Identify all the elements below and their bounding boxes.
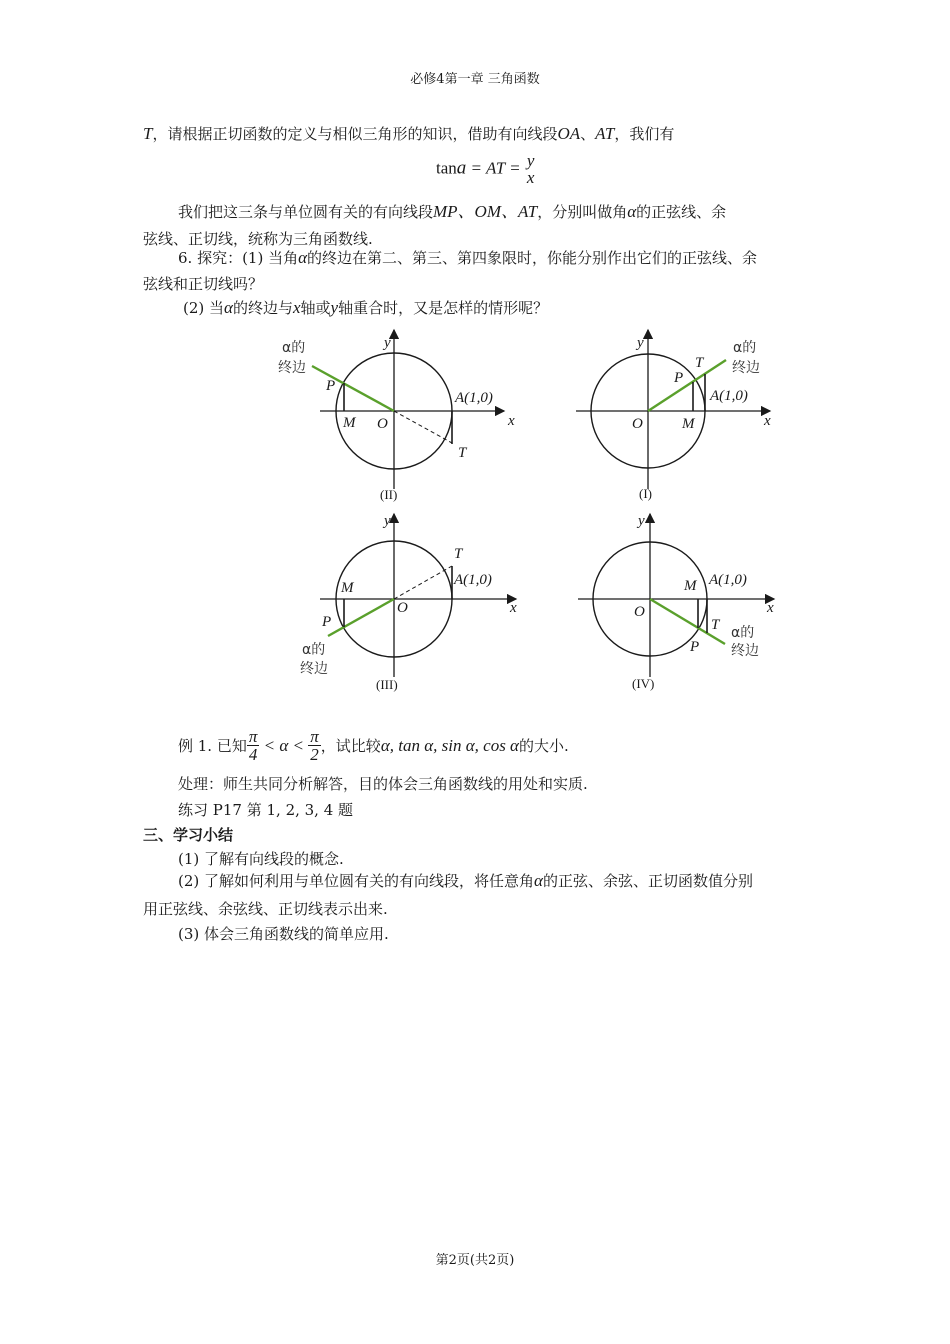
line7-x: x <box>292 298 301 317</box>
terminal-label-1: α的 <box>733 340 757 356</box>
label-o: O <box>632 416 643 432</box>
figure-quadrant-iii <box>300 513 517 692</box>
label-o: O <box>634 604 645 620</box>
point-t: T <box>143 124 153 143</box>
label-x: x <box>510 600 517 616</box>
label-m: M <box>684 578 697 594</box>
segment-at: AT <box>595 124 615 143</box>
caption-ii: (II) <box>380 487 398 502</box>
line7-text-a: (2) 当 <box>183 299 225 317</box>
page-footer: 第2页(共2页) <box>435 1253 515 1268</box>
summary2-alpha: α <box>534 871 543 890</box>
caption-iii: (III) <box>376 677 398 692</box>
label-a: A(1,0) <box>454 572 492 588</box>
formula-num: y <box>526 151 535 170</box>
paragraph-line-6: 弦线和正切线吗？ <box>143 275 264 293</box>
terminal-label-2: 终边 <box>731 643 759 659</box>
example-text: ，试比较 <box>320 736 381 755</box>
example-prefix: 例 1. 已知 <box>178 736 247 755</box>
paragraph-line-7 <box>183 298 548 318</box>
label-y: y <box>384 513 391 529</box>
line1-text-a: ，请根据正切函数的定义与相似三角形的知识，借助有向线段 <box>152 125 558 143</box>
terminal-side <box>328 599 394 636</box>
summary-4: (3) 体会三角函数线的简单应用. <box>178 925 389 943</box>
label-o: O <box>397 600 408 616</box>
summary-1: (1) 了解有向线段的概念. <box>178 850 344 868</box>
fraction-pi-over-4 <box>247 728 260 763</box>
unit-circle-figures <box>270 322 790 702</box>
label-y: y <box>384 335 391 351</box>
caption-iv: (IV) <box>632 676 655 691</box>
label-m: M <box>343 415 356 431</box>
segment-oa: OA <box>557 124 581 143</box>
label-x: x <box>764 413 771 429</box>
separator: 、 <box>580 125 596 143</box>
line7-text-d: 轴重合时，又是怎样的情形呢？ <box>338 299 549 317</box>
process-note: 处理：师生共同分析解答，目的体会三角函数线的用处和实质. <box>178 775 588 793</box>
label-m: M <box>682 416 695 432</box>
formula-tan: tan <box>436 158 457 178</box>
section-heading: 三、学习小结 <box>143 826 234 844</box>
label-x: x <box>508 413 515 429</box>
example-inequality: < α < <box>259 735 309 755</box>
terminal-label-1: α的 <box>302 642 326 658</box>
label-a: A(1,0) <box>455 390 493 406</box>
label-x: x <box>767 600 774 616</box>
fraction-pi-over-2 <box>308 728 321 763</box>
extension-line <box>394 566 452 599</box>
label-m: M <box>341 580 354 596</box>
example-suffix: 的大小. <box>518 736 569 755</box>
label-t: T <box>695 355 704 371</box>
paragraph-line-1 <box>143 124 674 144</box>
line3-alpha: α <box>627 202 637 221</box>
label-p: P <box>674 370 684 386</box>
formula-eq: = AT = <box>466 158 525 178</box>
terminal-side <box>312 366 394 411</box>
label-p: P <box>690 639 700 655</box>
line5-text-a: 6. 探究：(1) 当角 <box>178 249 299 267</box>
label-a: A(1,0) <box>709 572 747 588</box>
line5-text-b: 的终边在第二、第三、第四象限时，你能分别作出它们的正弦线、余 <box>307 249 758 267</box>
summary-3: 用正弦线、余弦线、正切线表示出来. <box>143 900 388 918</box>
label-a: A(1,0) <box>710 388 748 404</box>
label-t: T <box>454 546 463 562</box>
summary-2 <box>178 871 753 891</box>
label-y: y <box>638 513 645 529</box>
formula-fraction <box>525 152 537 186</box>
line3-text-c: 的正弦线、余 <box>636 203 727 221</box>
line3-text-b: ，分别叫做角 <box>537 203 628 221</box>
fraction-den: 2 <box>310 745 319 764</box>
terminal-label-2: 终边 <box>732 360 760 376</box>
figure-quadrant-ii <box>278 330 515 502</box>
line7-text-c: 轴或 <box>300 299 331 317</box>
example-values: α, tan α, sin α, cos α <box>380 735 519 755</box>
line7-alpha: α <box>224 298 233 317</box>
line3-segments: MP、OM、AT <box>433 202 538 221</box>
summary2-text-b: 的正弦、余弦、正切函数值分别 <box>542 872 753 890</box>
paragraph-line-5 <box>178 248 757 268</box>
label-y: y <box>637 335 644 351</box>
caption-i: (I) <box>639 486 652 501</box>
example-1 <box>178 728 569 763</box>
line3-text-a: 我们把这三条与单位圆有关的有向线段 <box>178 203 434 221</box>
fraction-num: π <box>248 727 258 746</box>
label-o: O <box>377 416 388 432</box>
label-t: T <box>458 445 467 461</box>
formula-alpha: a <box>456 157 467 179</box>
label-p: P <box>322 614 332 630</box>
line7-y: y <box>330 298 339 317</box>
paragraph-line-3 <box>178 202 726 222</box>
label-p: P <box>326 378 336 394</box>
terminal-label-1: α的 <box>731 625 755 641</box>
page-header: 必修4第一章 三角函数 <box>410 72 540 87</box>
formula-den: x <box>526 168 535 187</box>
extension-line <box>394 411 452 443</box>
paragraph-line-4: 弦线、正切线，统称为三角函数线. <box>143 230 373 248</box>
fraction-den: 4 <box>248 745 258 764</box>
figure-quadrant-iv <box>578 513 774 691</box>
line7-text-b: 的终边与 <box>232 299 293 317</box>
fraction-num: π <box>310 727 319 746</box>
figure-quadrant-i <box>576 330 771 501</box>
line1-text-b: ，我们有 <box>614 125 675 143</box>
line5-alpha: α <box>298 248 308 267</box>
terminal-label-1: α的 <box>282 340 306 356</box>
terminal-label-2: 终边 <box>300 661 328 677</box>
summary2-text-a: (2) 了解如何利用与单位圆有关的有向线段，将任意角 <box>178 872 535 890</box>
practice-note: 练习 P17 第 1, 2, 3, 4 题 <box>178 801 354 819</box>
terminal-label-2: 终边 <box>278 360 306 376</box>
label-t: T <box>711 617 720 633</box>
tangent-formula <box>436 152 536 186</box>
